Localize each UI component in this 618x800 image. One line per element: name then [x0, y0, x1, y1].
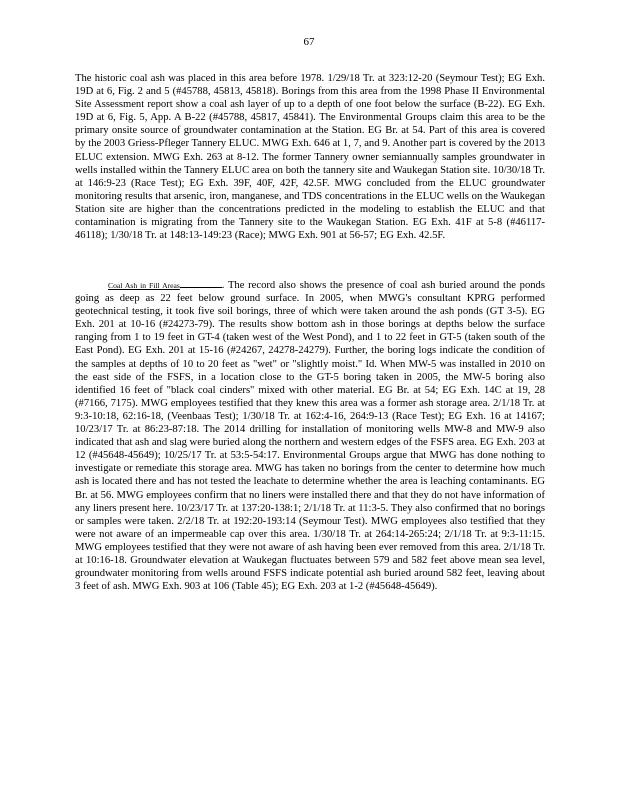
section-heading: Coal Ash in Fill Areas — [108, 281, 180, 290]
paragraph-text: . The record also shows the presence of coal ash buried around the ponds going as deep as 22 feet below ground surface. In 2005, when MWG's consultant KPRG performed geotechnical testing, it took five soil borings, three of which were taken around the ash ponds (GT 3-5). EG Exh. 201 at 10-16 (#24273-79). The results show bottom ash in those borings at depths below the surface ranging from 1 to 19 feet in GT-4 (taken west of the West Pond), and 1 to 22 feet in GT-5 (taken south of the East Pond). EG Exh. 201 at 15-16 (#24267, 24278-24279). Further, the boring logs indicate the condition of the samples at depths of 10 to 20 feet as "wet" or "slightly moist." Id. When MW-5 was installed in 2010 on the east side of the FSFS, in a location close to the GT-5 boring taken in 2005, the MW-5 boring also identified 16 feet of "black coal cinders" mixed with other material. EG Br. at 54; EG Exh. 14C at 19, 28 (#7166, 7175). MWG employees testified that they knew this area was a former ash storage area. 2/1/18 Tr. at 9:3-10:18, 62:16-18, (Veenbaas Test); 1/30/18 Tr. at 162:4-16, 264:9-13 (Race Test); EG Exh. 16 at 14167; 10/23/17 Tr. at 86:23-87:18. The 2014 drilling for installation of monitoring wells MW-8 and MW-9 also indicated that ash and slag were buried along the northern and western edges of the FSFS area. EG Exh. 203 at 12 (#45648-45649); 10/25/17 Tr. at 53:5-54:17. Environmental Groups argue that MWG has done nothing to investigate or remediate this storage area. MWG has taken no borings from the center to determine how much ash is located there and has not tested the leachate to determine whether the area is leaching contaminants. EG Br. at 56. MWG employees confirm that no liners were installed there and that they do not have information of any liners present here. 10/23/17 Tr. at 137:20-138:1; 2/1/18 Tr. at 11:3-5. They also confirmed that no borings or samples were taken. 2/2/18 Tr. at 192:20-193:14 (Seymour Test). MWG employees also testified that they were not aware of an impermeable cap over this area. 1/30/18 Tr. at 264:14-265:24; 2/1/18 Tr. at 9:3-11:15. MWG employees testified that they were not aware of ash having been ever removed from this area. 2/1/18 Tr. at 10:16-18. Groundwater elevation at Waukegan fluctuates between 579 and 582 feet above mean sea level, groundwater monitoring from wells around FSFS indicate potential ash buried around 582 feet, leaving about 3 feet of ash. MWG Exh. 903 at 106 (Table 45); EG Exh. 203 at 1-2 (#45648-45649). — [75, 280, 545, 593]
paragraph-text: The historic coal ash was placed in this area before 1978. 1/29/18 Tr. at 323:12-20 (Seymour Test); EG Exh. 19D at 6, Fig. 2 and 5 (#45788, 45813, 45818). Borings from this area from the 1998 Phase II Environmental Site Assessment report show a coal ash layer of up to a depth of one foot below the surface (B-22). EG Exh. 19D at 6, Fig. 5, App. A B-22 (#45788, 45817, 45841). The Environmental Groups claim this area to be the primary onsite source of groundwater contamination at the Station. EG Br. at 54. Part of this area is covered by the 2003 Griess-Pfleger Tannery ELUC. MWG Exh. 646 at 1, 7, and 9. Another part is covered by the 2013 ELUC extension. MWG Exh. 263 at 8-12. The former Tannery owner semiannually samples groundwater in wells installed within the Tannery ELUC area on both the tannery site and Waukegan Station site. 10/30/18 Tr. at 146:9-23 (Race Test); EG Exh. 39F, 40F, 42F, 42.5F. MWG concluded from the ELUC groundwater monitoring results that arsenic, iron, manganese, and TDS concentrations in the ELUC wells on the Waukegan Station site are higher than the concentrations predicted in the modeling to establish the ELUC and that contamination is migrating from the Tannery site to the Waukegan Station. EG Exh. 41F at 5-8 (#46117-46118); 1/30/18 Tr. at 148:13-149:23 (Race); MWG Exh. 901 at 56-57; EG Exh. 42.5F. — [75, 73, 545, 242]
heading-underline — [180, 279, 222, 288]
paragraph-historic-coal-ash — [75, 72, 545, 242]
paragraph-coal-ash-fill-areas — [75, 279, 545, 593]
page-number: 67 — [303, 36, 315, 48]
